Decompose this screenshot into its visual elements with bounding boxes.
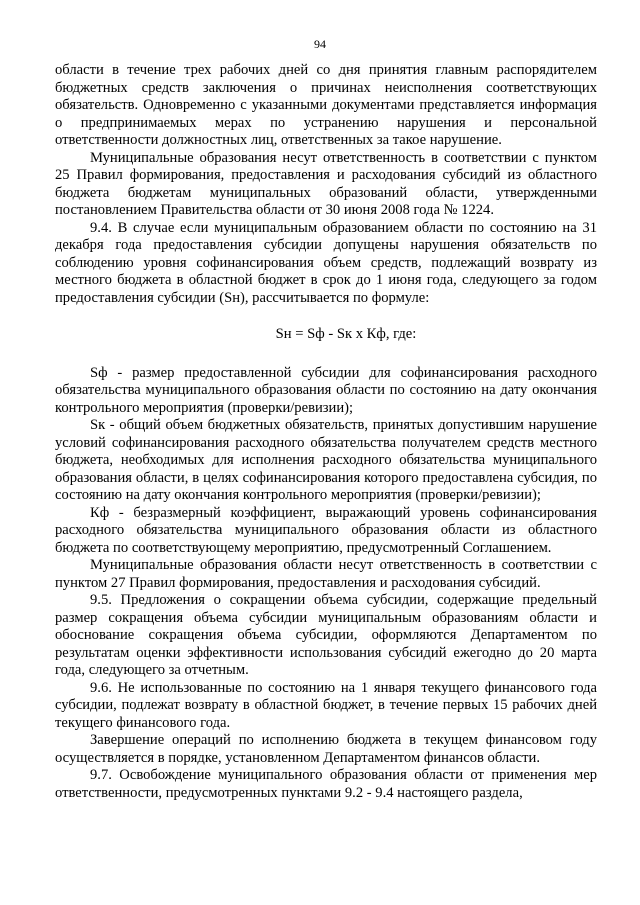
paragraph-responsibility-25: Муниципальные образования несут ответственность в соответствии с пунктом 25 Правил формирования, предоставления и расходования субсидий из областного бюджета бюджетам муниципальных образований области, утвержденными постановлением Правительства области от 30 июня 2008 года № 1224. bbox=[55, 149, 597, 218]
paragraph-9-4: 9.4. В случае если муниципальным образованием области по состоянию на 31 декабря года предоставления субсидии допущены нарушения обязательств по соблюдению уровня софинансирования объем средств, подлежащий возврату из местного бюджета в областной бюджет в срок до 1 июня года, следующего за годом предоставления субсидии (Sн), рассчитывается по формуле: bbox=[55, 219, 597, 306]
page-number: 94 bbox=[314, 37, 326, 51]
paragraph-9-7: 9.7. Освобождение муниципального образования области от применения мер ответственности, предусмотренных пунктами 9.2 - 9.4 настоящего раздела, bbox=[55, 767, 597, 801]
definition-sf: Sф - размер предоставленной субсидии для софинансирования расходного обязательства муниципального образования области по состоянию на дату окончания контрольного мероприятия (проверки/ревизии); bbox=[55, 364, 597, 416]
definition-kf: Кф - безразмерный коэффициент, выражающий уровень софинансирования расходного обязательства муниципального образования области из областного бюджета по соответствующему мероприятию, предусмотренный Соглашением. bbox=[55, 504, 597, 556]
paragraph-9-6: 9.6. Не использованные по состоянию на 1 января текущего финансового года субсидии, подлежат возврату в областной бюджет, в течение первых 15 рабочих дней текущего финансового года. bbox=[55, 679, 597, 731]
paragraph-budget-completion: Завершение операций по исполнению бюджета в текущем финансовом году осуществляется в порядке, установленном Департаментом финансов области. bbox=[55, 732, 597, 766]
paragraph-responsibility-27: Муниципальные образования области несут ответственность в соответствии с пунктом 27 Правил формирования, предоставления и расходования субсидий. bbox=[55, 557, 597, 591]
formula: Sн = Sф - Sк х Кф, где: bbox=[275, 326, 417, 342]
paragraph-continuation: области в течение трех рабочих дней со дня принятия главным распорядителем бюджетных средств заключения о причинах неисполнения соответствующих обязательств. Одновременно с указанными документами представляется информация о предпринимаемых мерах по устранению нарушения и персональной ответственности должностных лиц, ответственных за такое нарушение. bbox=[55, 62, 597, 148]
page-body bbox=[55, 62, 597, 802]
paragraph-9-5: 9.5. Предложения о сокращении объема субсидии, содержащие предельный размер сокращения объема субсидии муниципальным образованиям области и обоснование сокращения объема субсидии, оформляются Департаментом по результатам оценки эффективности использования субсидий ежегодно до 20 марта года, следующего за отчетным. bbox=[55, 592, 597, 678]
definition-sk: Sк - общий объем бюджетных обязательств, принятых допустившим нарушение условий софинансирования расходного обязательства получателем средств местного бюджета, необходимых для исполнения расходного обязательства муниципального образования области, в целях софинансирования которого предоставлена субсидия, по состоянию на дату окончания контрольного мероприятия (проверки/ревизии); bbox=[55, 417, 597, 503]
